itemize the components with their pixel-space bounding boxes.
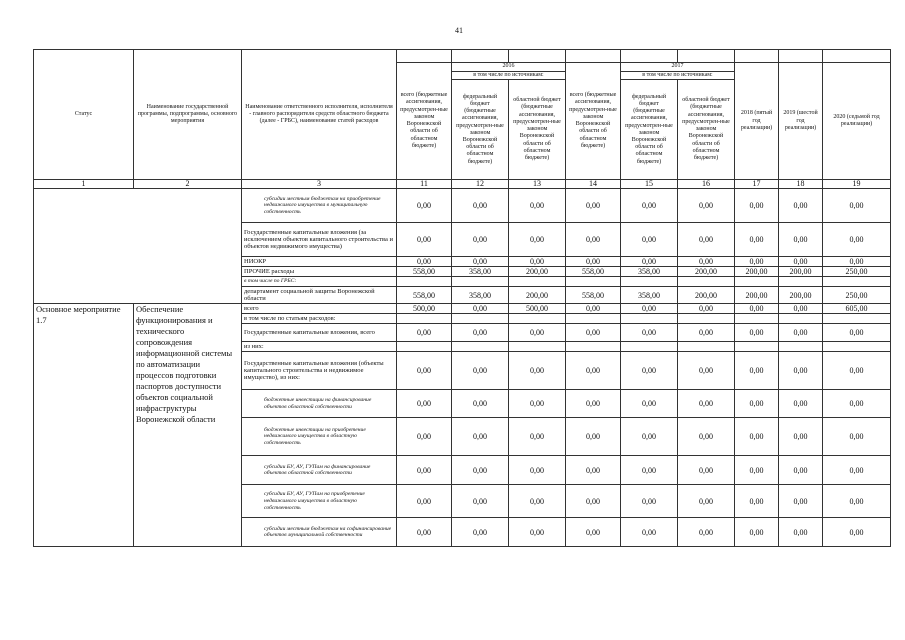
- header-executor: Наименование ответственного исполнителя, исполнителя - главного распорядителя средств областного бюджета (далее - ГРБС), наименование статей расходов: [242, 50, 397, 180]
- value-cell: [509, 314, 566, 324]
- value-cell: 0,00: [621, 189, 678, 223]
- header-federal-2017: федеральный бюджет (бюджетные ассигнования, предусмотрен-ные законом Воронежской области об областном бюджете): [621, 80, 678, 180]
- value-cell: 0,00: [452, 304, 509, 314]
- value-cell: [452, 277, 509, 287]
- value-cell: [452, 342, 509, 352]
- row-label: бюджетные инвестиции на финансирование объектов областной собственности: [242, 390, 397, 418]
- value-cell: [678, 277, 735, 287]
- value-cell: 0,00: [621, 304, 678, 314]
- value-cell: 558,00: [397, 287, 452, 304]
- value-cell: 0,00: [779, 304, 823, 314]
- value-cell: 0,00: [566, 390, 621, 418]
- value-cell: 250,00: [823, 267, 891, 277]
- value-cell: 0,00: [678, 324, 735, 342]
- col-number: 1: [34, 180, 134, 189]
- value-cell: [678, 342, 735, 352]
- value-cell: 0,00: [397, 390, 452, 418]
- value-cell: 0,00: [621, 390, 678, 418]
- value-cell: 0,00: [678, 485, 735, 518]
- value-cell: 605,00: [823, 304, 891, 314]
- value-cell: 200,00: [678, 267, 735, 277]
- header-total-2016: всего (бюджетные ассигнования, предусмотрен-ные законом Воронежской области об областном бюджете): [397, 63, 452, 180]
- value-cell: 0,00: [397, 223, 452, 257]
- value-cell: 0,00: [452, 390, 509, 418]
- value-cell: [566, 277, 621, 287]
- value-cell: [509, 342, 566, 352]
- header-2020: 2020 (седьмой год реализации): [823, 63, 891, 180]
- value-cell: 0,00: [678, 304, 735, 314]
- value-cell: 0,00: [509, 518, 566, 547]
- value-cell: [397, 314, 452, 324]
- value-cell: 0,00: [397, 257, 452, 267]
- value-cell: 0,00: [779, 189, 823, 223]
- value-cell: [566, 342, 621, 352]
- row-label: Государственные капитальные вложения (за исключением объектов капитального строительства и объектов недвижимого имущества): [242, 223, 397, 257]
- value-cell: 500,00: [397, 304, 452, 314]
- value-cell: 0,00: [678, 518, 735, 547]
- value-cell: 0,00: [779, 223, 823, 257]
- col-number: 13: [509, 180, 566, 189]
- value-cell: 200,00: [509, 267, 566, 277]
- value-cell: 0,00: [452, 352, 509, 390]
- header-2019: 2019 (шестой год реализации): [779, 63, 823, 180]
- value-cell: 0,00: [509, 485, 566, 518]
- value-cell: 0,00: [678, 189, 735, 223]
- value-cell: [779, 342, 823, 352]
- value-cell: [823, 314, 891, 324]
- value-cell: 0,00: [823, 418, 891, 456]
- value-cell: 0,00: [397, 352, 452, 390]
- header-regional-2016: областной бюджет (бюджетные ассигнования, предусмотрен-ные законом Воронежской области об областном бюджете): [509, 80, 566, 180]
- col-number: 19: [823, 180, 891, 189]
- value-cell: 0,00: [566, 518, 621, 547]
- value-cell: [566, 314, 621, 324]
- value-cell: 0,00: [678, 390, 735, 418]
- value-cell: 0,00: [823, 518, 891, 547]
- value-cell: 0,00: [823, 390, 891, 418]
- value-cell: 0,00: [779, 456, 823, 485]
- value-cell: 358,00: [621, 267, 678, 277]
- value-cell: 0,00: [823, 352, 891, 390]
- col-number: 17: [735, 180, 779, 189]
- col-number: 12: [452, 180, 509, 189]
- value-cell: 0,00: [452, 223, 509, 257]
- value-cell: 0,00: [452, 257, 509, 267]
- page-number: 41: [455, 26, 463, 35]
- col-number: 14: [566, 180, 621, 189]
- value-cell: [621, 342, 678, 352]
- value-cell: 358,00: [452, 267, 509, 277]
- value-cell: 0,00: [735, 257, 779, 267]
- value-cell: [452, 314, 509, 324]
- value-cell: 250,00: [823, 287, 891, 304]
- value-cell: [621, 277, 678, 287]
- value-cell: 0,00: [779, 418, 823, 456]
- value-cell: 0,00: [735, 304, 779, 314]
- value-cell: 0,00: [397, 518, 452, 547]
- value-cell: 0,00: [566, 223, 621, 257]
- header-status: Статус: [34, 50, 134, 180]
- value-cell: 200,00: [509, 287, 566, 304]
- value-cell: 0,00: [509, 352, 566, 390]
- value-cell: 0,00: [397, 485, 452, 518]
- value-cell: 0,00: [452, 456, 509, 485]
- value-cell: 0,00: [735, 485, 779, 518]
- value-cell: [735, 314, 779, 324]
- value-cell: 0,00: [509, 390, 566, 418]
- value-cell: 0,00: [678, 223, 735, 257]
- col-number: 2: [134, 180, 242, 189]
- value-cell: [735, 277, 779, 287]
- value-cell: 0,00: [735, 352, 779, 390]
- value-cell: 0,00: [509, 324, 566, 342]
- value-cell: 0,00: [735, 418, 779, 456]
- value-cell: 0,00: [621, 324, 678, 342]
- value-cell: 0,00: [566, 324, 621, 342]
- value-cell: [509, 277, 566, 287]
- value-cell: 0,00: [566, 304, 621, 314]
- empty-cell: [34, 189, 242, 304]
- value-cell: 0,00: [779, 352, 823, 390]
- value-cell: 0,00: [509, 223, 566, 257]
- value-cell: 0,00: [735, 324, 779, 342]
- value-cell: 358,00: [452, 287, 509, 304]
- value-cell: 0,00: [779, 485, 823, 518]
- value-cell: [823, 277, 891, 287]
- row-label: всего: [242, 304, 397, 314]
- value-cell: 200,00: [779, 267, 823, 277]
- value-cell: [779, 314, 823, 324]
- row-label: ПРОЧИЕ расходы: [242, 267, 397, 277]
- value-cell: 0,00: [621, 518, 678, 547]
- header-2018: 2018 (пятый год реализации): [735, 63, 779, 180]
- value-cell: 0,00: [397, 456, 452, 485]
- value-cell: 0,00: [735, 456, 779, 485]
- value-cell: 0,00: [823, 257, 891, 267]
- col-number: 3: [242, 180, 397, 189]
- value-cell: 200,00: [735, 287, 779, 304]
- value-cell: [397, 277, 452, 287]
- header-program: Наименование государственной программы, подпрограммы, основного мероприятия: [134, 50, 242, 180]
- header-sources-2016: в том числе по источникам:: [473, 72, 544, 78]
- value-cell: 0,00: [621, 456, 678, 485]
- value-cell: 358,00: [621, 287, 678, 304]
- value-cell: 0,00: [452, 485, 509, 518]
- row-label: НИОКР: [242, 257, 397, 267]
- value-cell: 0,00: [509, 189, 566, 223]
- row-label: в том числе по ГРБС:: [242, 277, 397, 287]
- value-cell: 0,00: [823, 324, 891, 342]
- value-cell: 0,00: [779, 390, 823, 418]
- col-number: 18: [779, 180, 823, 189]
- value-cell: 0,00: [566, 189, 621, 223]
- value-cell: 200,00: [735, 267, 779, 277]
- header-sources-2017: в том числе по источникам:: [642, 72, 713, 78]
- value-cell: 0,00: [823, 223, 891, 257]
- row-label: субсидии местным бюджетам на приобретение недвижимого имущества в муниципальную собственность: [242, 189, 397, 223]
- value-cell: 558,00: [397, 267, 452, 277]
- value-cell: [779, 277, 823, 287]
- value-cell: 0,00: [566, 456, 621, 485]
- header-regional-2017: областной бюджет (бюджетные ассигнования, предусмотрен-ные законом Воронежской области об областном бюджете): [678, 80, 735, 180]
- value-cell: 500,00: [509, 304, 566, 314]
- value-cell: 0,00: [621, 223, 678, 257]
- value-cell: 0,00: [678, 352, 735, 390]
- row-label: субсидии БУ, АУ, ГУПам на приобретение недвижимого имущества в областную собственность: [242, 485, 397, 518]
- value-cell: 0,00: [397, 324, 452, 342]
- value-cell: 0,00: [566, 418, 621, 456]
- measure-status: Основное мероприятие 1.7: [34, 304, 134, 547]
- value-cell: 558,00: [566, 267, 621, 277]
- row-label: из них:: [242, 342, 397, 352]
- budget-table: [33, 49, 891, 547]
- value-cell: 0,00: [509, 418, 566, 456]
- row-label: департамент социальной защиты Воронежской области: [242, 287, 397, 304]
- value-cell: 0,00: [566, 257, 621, 267]
- value-cell: 0,00: [678, 418, 735, 456]
- value-cell: 0,00: [566, 485, 621, 518]
- value-cell: 0,00: [735, 189, 779, 223]
- value-cell: 0,00: [621, 485, 678, 518]
- row-label: в том числе по статьям расходов:: [242, 314, 397, 324]
- value-cell: 0,00: [452, 189, 509, 223]
- value-cell: 0,00: [452, 418, 509, 456]
- value-cell: 0,00: [735, 518, 779, 547]
- value-cell: 0,00: [566, 352, 621, 390]
- value-cell: 0,00: [735, 390, 779, 418]
- value-cell: [397, 342, 452, 352]
- value-cell: 0,00: [452, 324, 509, 342]
- value-cell: [823, 342, 891, 352]
- value-cell: 0,00: [621, 352, 678, 390]
- value-cell: 0,00: [621, 257, 678, 267]
- value-cell: 0,00: [823, 485, 891, 518]
- value-cell: [735, 342, 779, 352]
- header-total-2017: всего (бюджетные ассигнования, предусмотрен-ные законом Воронежской области об областном бюджете): [566, 63, 621, 180]
- value-cell: 200,00: [678, 287, 735, 304]
- row-label: бюджетные инвестиции на приобретение недвижимого имущества в областную собственность: [242, 418, 397, 456]
- row-label: субсидии местным бюджетам на софинансирование объектов муниципальной собственности: [242, 518, 397, 547]
- value-cell: [621, 314, 678, 324]
- value-cell: 0,00: [779, 257, 823, 267]
- value-cell: 0,00: [621, 418, 678, 456]
- value-cell: 0,00: [823, 456, 891, 485]
- value-cell: 0,00: [779, 324, 823, 342]
- header-year-2016: 2016: [452, 63, 565, 72]
- value-cell: 558,00: [566, 287, 621, 304]
- value-cell: 0,00: [509, 257, 566, 267]
- header-federal-2016: федеральный бюджет (бюджетные ассигнования, предусмотрен-ные законом Воронежской области об областном бюджете): [452, 80, 509, 180]
- value-cell: 0,00: [509, 456, 566, 485]
- value-cell: 0,00: [397, 189, 452, 223]
- col-number: 15: [621, 180, 678, 189]
- value-cell: 200,00: [779, 287, 823, 304]
- value-cell: 0,00: [823, 189, 891, 223]
- value-cell: 0,00: [735, 223, 779, 257]
- measure-name: Обеспечение функционирования и технического сопровождения информационной системы по автоматизации процессов подготовки паспортов доступности объектов социальной инфраструктуры Воронежской области: [134, 304, 242, 547]
- col-number: 16: [678, 180, 735, 189]
- value-cell: 0,00: [779, 518, 823, 547]
- row-label: Государственные капитальные вложения, всего: [242, 324, 397, 342]
- value-cell: 0,00: [452, 518, 509, 547]
- value-cell: [678, 314, 735, 324]
- header-year-2017: 2017: [621, 63, 734, 72]
- col-number: 11: [397, 180, 452, 189]
- table-row: [34, 304, 891, 314]
- value-cell: 0,00: [678, 456, 735, 485]
- value-cell: 0,00: [678, 257, 735, 267]
- table-row: [34, 189, 891, 223]
- value-cell: 0,00: [397, 418, 452, 456]
- row-label: субсидии БУ, АУ, ГУПам на финансирование объектов областной собственности: [242, 456, 397, 485]
- row-label: Государственные капитальные вложения (объекты капитального строительства и недвижимое имущество), из них:: [242, 352, 397, 390]
